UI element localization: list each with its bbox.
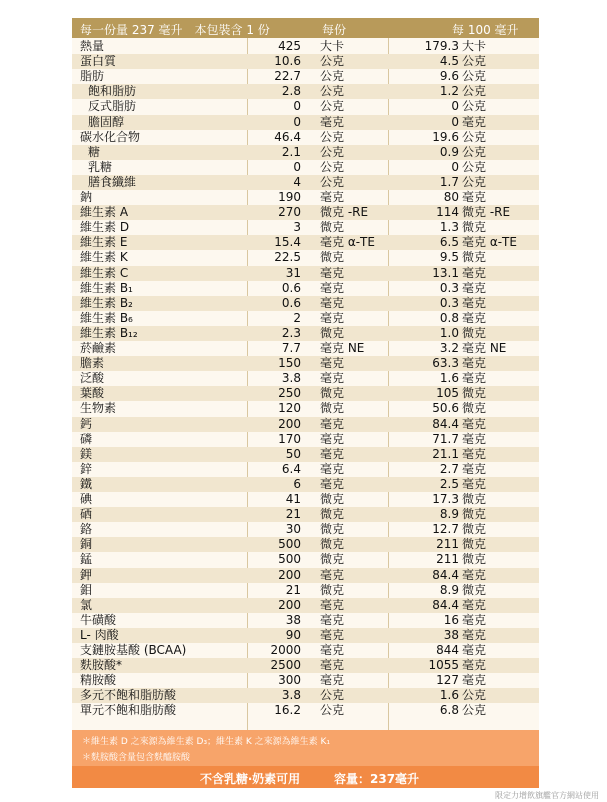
per-serving-unit: 微克 xyxy=(320,582,345,597)
per-serving-value: 0 xyxy=(293,159,301,174)
per-serving-unit: 毫克 xyxy=(320,612,345,627)
nutrient-name: 膽固醇 xyxy=(88,114,125,129)
table-row xyxy=(72,507,539,522)
per-serving-unit: 毫克 xyxy=(320,446,345,461)
per-serving-unit: 公克 xyxy=(320,159,345,174)
nutrient-name: 葉酸 xyxy=(80,386,105,401)
per-serving-value: 41 xyxy=(285,492,301,506)
per-serving-value: 250 xyxy=(278,386,301,401)
table-row xyxy=(72,658,539,673)
per-serving-unit: 公克 xyxy=(320,174,345,189)
per-serving-unit: 微克 xyxy=(320,507,345,522)
per-100ml-value: 13.1 xyxy=(432,265,459,280)
per-100ml-unit: 毫克 xyxy=(462,612,487,627)
table-row xyxy=(72,235,539,250)
table-row xyxy=(72,447,539,462)
nutrient-name: 脂肪 xyxy=(80,69,105,84)
per-100ml-unit: 毫克 xyxy=(462,356,487,371)
per-serving-unit: 公克 xyxy=(320,54,345,69)
table-row xyxy=(72,703,539,718)
per-100ml-unit: 毫克 xyxy=(462,416,487,431)
footnotes xyxy=(72,730,539,766)
per-100ml-value: 0 xyxy=(451,159,459,174)
per-100ml-value: 844 xyxy=(436,643,459,657)
per-100ml-unit: 毫克 xyxy=(462,476,487,491)
nutrient-name: 單元不飽和脂肪酸 xyxy=(80,703,177,718)
per-serving-unit: 微克 xyxy=(320,401,345,416)
per-serving-value: 425 xyxy=(278,39,301,53)
nutrient-name: 糖 xyxy=(88,144,101,159)
per-serving-value: 90 xyxy=(285,627,301,642)
per-100ml-value: 1.0 xyxy=(439,325,459,340)
per-serving-unit: 公克 xyxy=(320,84,345,99)
per-100ml-value: 1055 xyxy=(428,658,459,673)
per-100ml-unit: 公克 xyxy=(462,84,487,99)
per-serving-value: 3.8 xyxy=(281,688,301,703)
per-100ml-value: 9.5 xyxy=(439,250,459,265)
table-row xyxy=(72,311,539,326)
per-100ml-value: 4.5 xyxy=(439,54,459,69)
per-100ml-unit: 公克 xyxy=(462,129,487,144)
per-serving-value: 2.8 xyxy=(281,84,301,99)
per-100ml-unit: 毫克 xyxy=(462,461,487,476)
per-100ml-value: 1.3 xyxy=(439,220,459,235)
per-serving-unit: 微克 xyxy=(320,250,345,265)
per-100ml-unit: 毫克 xyxy=(462,673,487,688)
per-serving-value: 7.7 xyxy=(281,341,301,355)
per-serving-value: 200 xyxy=(278,567,301,582)
per-serving-value: 2500 xyxy=(270,658,301,673)
table-row xyxy=(72,160,539,175)
per-serving-value: 6 xyxy=(293,476,301,491)
per-100ml-unit: 公克 xyxy=(462,69,487,84)
per-serving-value: 22.5 xyxy=(274,250,301,265)
per-100ml-value: 9.6 xyxy=(439,69,459,84)
per-serving-value: 6.4 xyxy=(281,461,301,476)
per-100ml-unit: 毫克 xyxy=(462,658,487,673)
table-row xyxy=(72,175,539,190)
table-row xyxy=(72,522,539,537)
per-100ml-value: 179.3 xyxy=(424,39,459,53)
per-serving-value: 21 xyxy=(285,582,301,597)
per-serving-unit: 微克 xyxy=(320,386,345,401)
per-serving-unit: 毫克 xyxy=(320,643,345,657)
per-100ml-unit: 微克 xyxy=(462,220,487,235)
table-row xyxy=(72,688,539,703)
per-100ml-value: 1.6 xyxy=(439,688,459,703)
per-serving-unit: 微克 xyxy=(320,537,345,552)
per-serving-unit: 毫克 xyxy=(320,310,345,325)
per-serving-value: 30 xyxy=(285,522,301,537)
table-row xyxy=(72,552,539,567)
table-row xyxy=(72,598,539,613)
nutrient-name: 反式脂肪 xyxy=(88,99,137,114)
per-100ml-unit: 毫克 xyxy=(462,567,487,582)
table-row xyxy=(72,371,539,386)
per-serving-value: 2.3 xyxy=(281,325,301,340)
per-serving-unit: 毫克 xyxy=(320,673,345,688)
table-row xyxy=(72,432,539,447)
table-row xyxy=(72,417,539,432)
per-100ml-unit: 毫克 xyxy=(462,310,487,325)
per-100ml-unit: 微克 xyxy=(462,325,487,340)
per-100ml-value: 105 xyxy=(436,386,459,401)
per-100ml-value: 0.3 xyxy=(439,280,459,295)
per-100ml-unit: 毫克 xyxy=(462,446,487,461)
per-100ml-unit: 微克 xyxy=(462,537,487,552)
per-serving-value: 15.4 xyxy=(274,235,301,250)
per-serving-unit: 公克 xyxy=(320,688,345,703)
nutrient-name: 鉀 xyxy=(80,567,93,582)
per-100ml-unit: 公克 xyxy=(462,54,487,69)
per-serving-value: 270 xyxy=(278,205,301,220)
nutrient-name: 麩胺酸* xyxy=(80,658,123,673)
table-row xyxy=(72,628,539,643)
per-100ml-unit: 微克 -RE xyxy=(462,205,511,220)
nutrient-name: 牛磺酸 xyxy=(80,612,117,627)
per-serving-value: 300 xyxy=(278,673,301,688)
per-100ml-value: 63.3 xyxy=(432,356,459,371)
per-serving-unit: 毫克 xyxy=(320,627,345,642)
per-100ml-value: 71.7 xyxy=(432,431,459,446)
per-100ml-value: 16 xyxy=(443,612,459,627)
per-100ml-value: 2.5 xyxy=(439,476,459,491)
per-100ml-value: 80 xyxy=(443,190,459,204)
nutrient-name: 維生素 B₁₂ xyxy=(80,325,138,340)
nutrient-name: 鎂 xyxy=(80,446,93,461)
per-100ml-unit: 微克 xyxy=(462,492,487,506)
nutrient-name: 精胺酸 xyxy=(80,673,117,688)
nutrient-name: 維生素 K xyxy=(80,250,128,265)
table-row xyxy=(72,613,539,628)
per-100ml-value: 0 xyxy=(451,114,459,129)
per-100ml-unit: 公克 xyxy=(462,99,487,114)
nutrient-name: 維生素 B₆ xyxy=(80,310,133,325)
per-100ml-value: 17.3 xyxy=(432,492,459,506)
per-serving-unit: 微克 xyxy=(320,552,345,567)
table-row xyxy=(72,386,539,401)
table-row xyxy=(72,477,539,492)
per-serving-value: 120 xyxy=(278,401,301,416)
per-serving-unit: 毫克 xyxy=(320,658,345,673)
per-100ml-value: 1.7 xyxy=(439,174,459,189)
per-100ml-value: 211 xyxy=(436,537,459,552)
volume-label: 容量：237毫升 xyxy=(334,772,420,786)
per-serving-value: 4 xyxy=(293,174,301,189)
table-row xyxy=(72,673,539,688)
per-serving-unit: 毫克 α-TE xyxy=(320,235,375,250)
nutrient-name: 維生素 B₁ xyxy=(80,280,133,295)
table-row xyxy=(72,492,539,507)
per-100ml-unit: 公克 xyxy=(462,703,487,718)
per-serving-value: 16.2 xyxy=(274,703,301,718)
nutrient-name: 錳 xyxy=(80,552,93,567)
table-row xyxy=(72,401,539,416)
per-100ml-unit: 公克 xyxy=(462,688,487,703)
nutrient-name: 蛋白質 xyxy=(80,54,117,69)
nutrient-name: 菸鹼素 xyxy=(80,341,117,355)
nutrient-name: 鐵 xyxy=(80,476,93,491)
per-100ml-unit: 微克 xyxy=(462,386,487,401)
per-100ml-unit: 毫克 xyxy=(462,114,487,129)
per-serving-value: 170 xyxy=(278,431,301,446)
lactose-free-label: 不含乳糖‧奶素可用 xyxy=(200,772,301,786)
table-row xyxy=(72,115,539,130)
footnote: ＊維生素 D 之來源為維生素 D₃；維生素 K 之來源為維生素 K₁ xyxy=(82,737,331,747)
per-100ml-value: 50.6 xyxy=(432,401,459,416)
nutrient-name: 鈣 xyxy=(80,416,93,431)
per-100ml-unit: 微克 xyxy=(462,522,487,537)
per-100ml-value: 0.3 xyxy=(439,295,459,310)
nutrient-name: 鉬 xyxy=(80,582,93,597)
per-serving-unit: 微克 xyxy=(320,522,345,537)
per-serving-unit: 微克 -RE xyxy=(320,205,369,220)
per-serving-unit: 公克 xyxy=(320,99,345,114)
nutrient-name: 維生素 A xyxy=(80,205,129,220)
per-serving-unit: 毫克 xyxy=(320,356,345,371)
per-serving-header: 每份 xyxy=(322,23,347,37)
table-row xyxy=(72,356,539,371)
nutrient-name: 乳糖 xyxy=(88,159,113,174)
per-serving-value: 22.7 xyxy=(274,69,301,84)
nutrient-name: 維生素 E xyxy=(80,235,128,250)
table-row xyxy=(72,54,539,69)
per-serving-value: 2000 xyxy=(270,643,301,657)
table-row xyxy=(72,537,539,552)
table-row xyxy=(72,326,539,341)
per-100ml-value: 2.7 xyxy=(439,461,459,476)
per-100ml-value: 6.8 xyxy=(439,703,459,718)
bottom-banner xyxy=(72,766,539,788)
table-row xyxy=(72,39,539,54)
per-serving-unit: 毫克 NE xyxy=(320,341,365,355)
per-100ml-value: 0.9 xyxy=(439,144,459,159)
per-serving-unit: 公克 xyxy=(320,69,345,84)
per-100ml-unit: 毫克 xyxy=(462,280,487,295)
per-100ml-unit: 毫克 xyxy=(462,627,487,642)
per-100ml-value: 3.2 xyxy=(439,341,459,355)
per-serving-value: 46.4 xyxy=(274,129,301,144)
serving-info: 每一份量 237 毫升 本包裝含 1 份 xyxy=(80,23,270,37)
table-row xyxy=(72,462,539,477)
per-100ml-unit: 毫克 xyxy=(462,431,487,446)
per-100ml-unit: 微克 xyxy=(462,552,487,567)
per-100ml-unit: 毫克 α-TE xyxy=(462,235,517,250)
per-serving-value: 150 xyxy=(278,356,301,371)
table-row xyxy=(72,130,539,145)
per-serving-unit: 毫克 xyxy=(320,431,345,446)
table-row xyxy=(72,220,539,235)
table-row xyxy=(72,99,539,114)
per-serving-unit: 公克 xyxy=(320,129,345,144)
per-100ml-unit: 毫克 xyxy=(462,190,487,204)
table-row xyxy=(72,281,539,296)
per-serving-value: 50 xyxy=(285,446,301,461)
per-serving-value: 0.6 xyxy=(281,280,301,295)
nutrient-name: 多元不飽和脂肪酸 xyxy=(80,688,177,703)
footnote: ＊麩胺酸含量包含麩醯胺酸 xyxy=(82,753,191,763)
table-row xyxy=(72,205,539,220)
per-100ml-unit: 毫克 xyxy=(462,265,487,280)
nutrient-name: 氯 xyxy=(80,597,93,612)
per-100ml-value: 21.1 xyxy=(432,446,459,461)
per-serving-value: 3 xyxy=(293,220,301,235)
per-100ml-value: 8.9 xyxy=(439,507,459,522)
per-serving-unit: 毫克 xyxy=(320,476,345,491)
nutrient-name: 鈉 xyxy=(80,190,93,204)
per-serving-value: 500 xyxy=(278,552,301,567)
per-serving-unit: 毫克 xyxy=(320,461,345,476)
nutrient-name: 膽素 xyxy=(80,356,105,371)
nutrient-name: 支鏈胺基酸 (BCAA) xyxy=(80,643,187,657)
table-row xyxy=(72,568,539,583)
footer-note: 限定力增飲旗艦官方網站使用 xyxy=(495,791,599,800)
per-100ml-unit: 毫克 xyxy=(462,371,487,386)
per-serving-value: 38 xyxy=(285,612,301,627)
per-serving-value: 10.6 xyxy=(274,54,301,69)
nutrient-name: 飽和脂肪 xyxy=(88,84,137,99)
per-serving-unit: 毫克 xyxy=(320,567,345,582)
per-serving-unit: 公克 xyxy=(320,144,345,159)
per-serving-unit: 毫克 xyxy=(320,280,345,295)
per-serving-unit: 微克 xyxy=(320,492,345,506)
per-serving-unit: 毫克 xyxy=(320,265,345,280)
per-serving-value: 0 xyxy=(293,114,301,129)
per-serving-value: 21 xyxy=(285,507,301,522)
per-100ml-unit: 公克 xyxy=(462,174,487,189)
per-serving-unit: 毫克 xyxy=(320,295,345,310)
per-100ml-value: 6.5 xyxy=(439,235,459,250)
per-100ml-unit: 毫克 NE xyxy=(462,341,507,355)
per-100ml-unit: 大卡 xyxy=(462,39,487,53)
per-serving-unit: 微克 xyxy=(320,220,345,235)
per-serving-unit: 毫克 xyxy=(320,114,345,129)
per-serving-value: 3.8 xyxy=(281,371,301,386)
per-serving-value: 500 xyxy=(278,537,301,552)
per-serving-value: 0.6 xyxy=(281,295,301,310)
per-100ml-value: 0 xyxy=(451,99,459,114)
per-serving-unit: 微克 xyxy=(320,325,345,340)
table-row xyxy=(72,145,539,160)
per-100ml-value: 84.4 xyxy=(432,597,459,612)
nutrient-name: 碳水化合物 xyxy=(80,129,141,144)
table-row xyxy=(72,266,539,281)
per-serving-value: 31 xyxy=(285,265,301,280)
per-100ml-unit: 微克 xyxy=(462,507,487,522)
per-100ml-value: 127 xyxy=(436,673,459,688)
per-100ml-value: 0.8 xyxy=(439,310,459,325)
nutrient-name: 維生素 D xyxy=(80,220,130,235)
per-100ml-value: 1.6 xyxy=(439,371,459,386)
table-row xyxy=(72,341,539,356)
nutrient-name: 鋅 xyxy=(80,461,93,476)
per-serving-value: 0 xyxy=(293,99,301,114)
nutrient-name: 熱量 xyxy=(80,39,105,53)
table-row xyxy=(72,190,539,205)
per-100ml-unit: 公克 xyxy=(462,144,487,159)
per-100ml-unit: 公克 xyxy=(462,159,487,174)
table-row xyxy=(72,69,539,84)
per-100ml-value: 38 xyxy=(443,627,459,642)
table-row xyxy=(72,583,539,598)
per-100ml-value: 84.4 xyxy=(432,567,459,582)
per-100ml-value: 84.4 xyxy=(432,416,459,431)
per-100ml-value: 211 xyxy=(436,552,459,567)
nutrient-name: 泛酸 xyxy=(80,371,105,386)
per-serving-value: 2.1 xyxy=(281,144,301,159)
nutrient-name: 生物素 xyxy=(80,401,117,416)
per-100ml-value: 12.7 xyxy=(432,522,459,537)
per-100ml-value: 19.6 xyxy=(432,129,459,144)
nutrient-name: 碘 xyxy=(80,492,93,506)
nutrient-name: 膳食纖維 xyxy=(88,174,137,189)
table-header xyxy=(72,18,539,38)
nutrient-name: 維生素 C xyxy=(80,265,129,280)
per-serving-value: 200 xyxy=(278,416,301,431)
per-100ml-unit: 微克 xyxy=(462,582,487,597)
per-serving-unit: 毫克 xyxy=(320,416,345,431)
per-serving-unit: 公克 xyxy=(320,703,345,718)
per-100ml-unit: 毫克 xyxy=(462,597,487,612)
nutrient-name: 磷 xyxy=(80,431,93,446)
table-row xyxy=(72,643,539,658)
per-serving-unit: 毫克 xyxy=(320,371,345,386)
table-row xyxy=(72,250,539,265)
per-100ml-unit: 毫克 xyxy=(462,295,487,310)
nutrient-name: 維生素 B₂ xyxy=(80,295,133,310)
nutrient-name: 硒 xyxy=(80,507,93,522)
per-100ml-value: 8.9 xyxy=(439,582,459,597)
nutrient-name: L- 肉酸 xyxy=(80,627,119,642)
per-serving-value: 190 xyxy=(278,190,301,204)
per-serving-value: 2 xyxy=(293,310,301,325)
per-100ml-unit: 毫克 xyxy=(462,643,487,657)
per-serving-value: 200 xyxy=(278,597,301,612)
nutrient-name: 銅 xyxy=(80,537,93,552)
per-100ml-header: 每 100 毫升 xyxy=(452,23,519,37)
per-100ml-value: 1.2 xyxy=(439,84,459,99)
per-serving-unit: 毫克 xyxy=(320,190,345,204)
per-100ml-unit: 微克 xyxy=(462,250,487,265)
per-100ml-value: 114 xyxy=(436,205,459,220)
per-serving-unit: 毫克 xyxy=(320,597,345,612)
table-row xyxy=(72,84,539,99)
per-100ml-unit: 微克 xyxy=(462,401,487,416)
table-row xyxy=(72,296,539,311)
per-serving-unit: 大卡 xyxy=(320,39,345,53)
nutrient-name: 鉻 xyxy=(80,522,93,537)
